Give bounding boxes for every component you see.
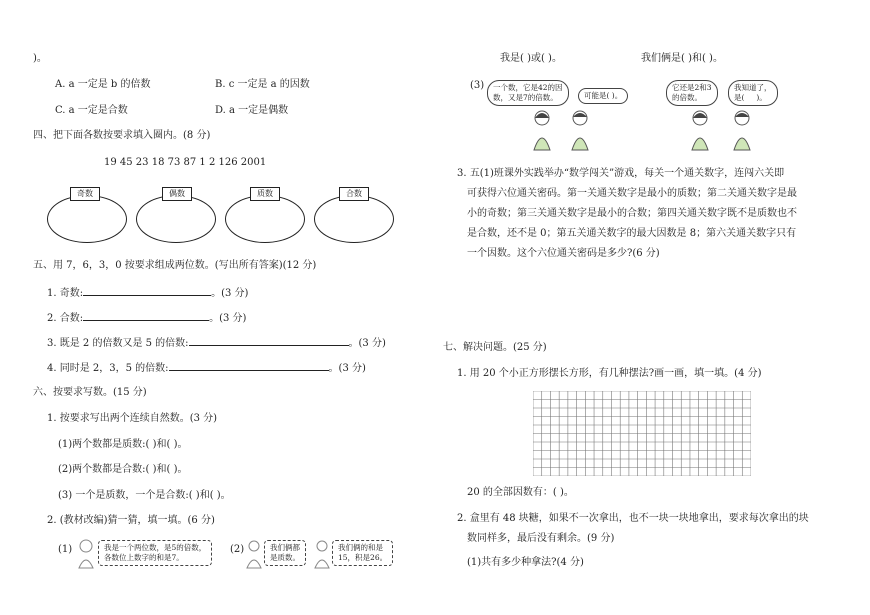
sec5-q3-label: 3. 既是 2 的倍数又是 5 的倍数: (47, 338, 189, 349)
sec5-q1-score: 。(3 分) (211, 288, 249, 299)
sec5-q4-label: 4. 同时是 2，3，5 的倍数: (47, 363, 169, 374)
sec7-q2-line-1: 2. 盒里有 48 块糖，如果不一次拿出，也不一块一块地拿出，要求每次拿出的块 (457, 513, 809, 524)
composite-label: 合数 (339, 187, 369, 201)
section-7-title: 七、解决问题。(25 分) (443, 342, 547, 353)
sec6-q2: 2. (教材改编)猜一猜，填一填。(6 分) (47, 515, 215, 526)
sec5-q2-score: 。(3 分) (209, 313, 247, 324)
sec5-q1-blank[interactable] (83, 286, 211, 296)
option-a: A. a 一定是 b 的倍数 (55, 79, 151, 90)
even-label: 偶数 (162, 187, 192, 201)
section-5-title: 五、用 7，6，3，0 按要求组成两位数。(写出所有答案)(12 分) (33, 260, 317, 271)
q3-para-2: 可获得六位通关密码。第一关通关数字是最小的质数；第二关通关数字是最 (467, 188, 797, 199)
sec5-q3-blank[interactable] (189, 336, 349, 346)
q2-label-2: (2) (230, 544, 245, 555)
q2-bubble-3: 我们俩的和是 15，积是26。 (332, 540, 393, 566)
sec5-q2-label: 2. 合数: (47, 313, 84, 324)
sec6-q1: 1. 按要求写出两个连续自然数。(3 分) (47, 413, 218, 424)
sec5-q1-label: 1. 奇数: (47, 288, 84, 299)
two-children-icon (244, 538, 264, 572)
sec5-q2-blank[interactable] (83, 311, 209, 321)
boy-figure-2-icon (730, 108, 754, 152)
factors-line: 20 的全部因数有：( )。 (467, 487, 574, 498)
sec7-q2-sub-1: (1)共有多少种拿法?(4 分) (467, 557, 584, 568)
even-oval (136, 195, 216, 243)
girl-figure-2-icon (688, 108, 712, 152)
option-c: C. a 一定是合数 (55, 105, 128, 116)
right-top-line-1: 我是( )或( )。 (500, 53, 562, 64)
prime-oval (225, 195, 305, 243)
child-figure-icon (75, 538, 97, 572)
boy-figure-icon (568, 108, 592, 152)
sec5-q1 (47, 286, 248, 300)
q2-bubble-1: 我是一个两位数，是5的倍数， 各数位上数字的和是7。 (98, 540, 212, 566)
q3-para-1: 3. 五(1)班课外实践举办“数学闯关”游戏，每关一个通关数字，连闯六关即 (457, 168, 785, 179)
q3-para-5: 一个因数。这个六位通关密码是多少?(6 分) (467, 248, 660, 259)
q3-para-3: 小的奇数；第三关通关数字是最小的合数；第四关通关数字既不是质数也不 (467, 208, 797, 219)
sec6-q1-3: (3) 一个是质数，一个是合数:( )和( )。 (58, 490, 231, 501)
option-d: D. a 一定是偶数 (215, 105, 289, 116)
sec5-q2 (47, 311, 246, 325)
q3-bubble-c: 它还是2和3 的倍数。 (666, 80, 718, 106)
sec7-q2-line-2: 数同样多，最后没有剩余。(9 分) (467, 533, 615, 544)
sec5-q4-blank[interactable] (169, 361, 329, 371)
number-list: 19 45 23 18 73 87 1 2 126 2001 (104, 157, 267, 168)
prime-label: 质数 (250, 187, 280, 201)
child-figure-2-icon (312, 538, 332, 572)
q3-label: (3) (470, 80, 485, 91)
q3-bubble-d: 我知道了， 是( )。 (728, 80, 778, 106)
sec6-q1-2: (2)两个数都是合数:( )和( )。 (58, 464, 188, 475)
section-6-title: 六、按要求写数。(15 分) (33, 387, 147, 398)
sec5-q4-score: 。(3 分) (328, 363, 366, 374)
drawing-grid[interactable] (533, 391, 751, 476)
q2-label-1: (1) (58, 544, 73, 555)
sec5-q3-score: 。(3 分) (348, 338, 386, 349)
sec7-q1: 1. 用 20 个小正方形摆长方形，有几种摆法?画一画，填一填。(4 分) (457, 368, 762, 379)
odd-label: 奇数 (70, 187, 100, 201)
q3-para-4: 是合数，还不是 0；第五关通关数字的最大因数是 8；第六关通关数字只有 (467, 228, 797, 239)
sec6-q1-1: (1)两个数都是质数:( )和( )。 (58, 439, 188, 450)
previous-question-close: )。 (33, 53, 47, 64)
q2-bubble-2: 我们俩都 是质数。 (264, 540, 306, 566)
option-b: B. c 一定是 a 的因数 (215, 79, 310, 90)
section-4-title: 四、把下面各数按要求填入圈内。(8 分) (33, 130, 211, 141)
right-top-line-2: 我们俩是( )和( )。 (641, 53, 723, 64)
q3-bubble-a: 一个数，它是42的因 数，又是7的倍数。 (487, 80, 569, 106)
sec5-q4 (47, 361, 366, 375)
odd-oval (47, 195, 127, 243)
q3-bubble-b: 可能是( )。 (578, 88, 628, 104)
composite-oval (314, 195, 394, 243)
sec5-q3 (47, 336, 386, 350)
girl-figure-icon (530, 108, 554, 152)
